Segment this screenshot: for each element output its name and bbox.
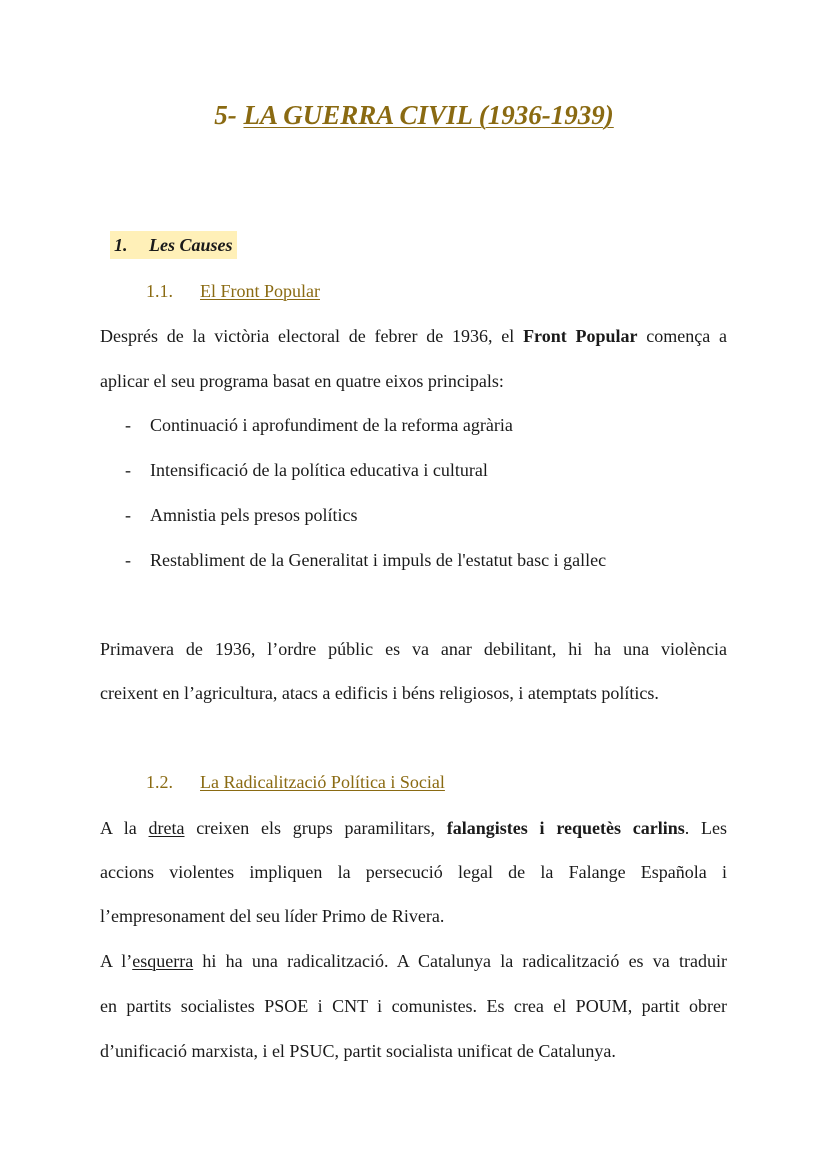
page-title	[0, 100, 828, 131]
list-item	[125, 413, 513, 437]
underlined-text-esquerra: esquerra	[132, 951, 194, 971]
list-item	[125, 548, 606, 572]
paragraph-line: en partits socialistes PSOE i CNT i comunistes. Es crea el POUM, partit obrer	[100, 996, 727, 1016]
text-run: hi ha una radicalització. A Catalunya la radicalització es va traduir	[193, 951, 727, 971]
text-run: A la	[100, 818, 149, 838]
list-item-text: Intensificació de la política educativa i cultural	[150, 460, 488, 480]
subsection-title: El Front Popular	[200, 281, 320, 301]
list-item-text: Amnistia pels presos polítics	[150, 505, 358, 525]
title-prefix: 5-	[214, 100, 244, 130]
paragraph-line: accions violentes impliquen la persecució legal de la Falange Española i	[100, 862, 727, 882]
title-main: LA GUERRA CIVIL (1936-1939)	[243, 100, 614, 130]
bullet-marker: -	[125, 460, 131, 480]
paragraph-line	[100, 949, 727, 973]
list-item-text: Continuació i aprofundiment de la reforma agrària	[150, 415, 513, 435]
subsection-heading-radicalitzacio	[146, 770, 445, 794]
text-run: comença a	[637, 326, 728, 346]
subsection-number: 1.1.	[146, 281, 173, 301]
text-run: Després de la victòria electoral de febrer de 1936, el	[100, 326, 524, 346]
underlined-text-dreta: dreta	[148, 818, 185, 838]
paragraph-line: Primavera de 1936, l’ordre públic es va anar debilitant, hi ha una violència	[100, 639, 727, 659]
paragraph-line: l’empresonament del seu líder Primo de Rivera.	[100, 906, 445, 926]
section-title: Les Causes	[149, 235, 233, 255]
text-run: creixen els grups paramilitars,	[184, 818, 447, 838]
bullet-marker: -	[125, 415, 131, 435]
paragraph-line	[100, 324, 727, 348]
bullet-marker: -	[125, 550, 131, 570]
list-item	[125, 458, 488, 482]
paragraph-line: aplicar el seu programa basat en quatre eixos principals:	[100, 371, 504, 391]
text-run: A l’	[100, 951, 133, 971]
subsection-title: La Radicalització Política i Social	[200, 772, 445, 792]
bullet-marker: -	[125, 505, 131, 525]
list-item	[125, 503, 357, 527]
paragraph-line: creixent en l’agricultura, atacs a edificis i béns religiosos, i atemptats polítics.	[100, 683, 659, 703]
subsection-heading-front-popular	[146, 279, 320, 303]
bold-text-falangistes: falangistes i requetès carlins	[446, 818, 685, 838]
text-run: . Les	[684, 818, 727, 838]
paragraph-line	[100, 816, 727, 840]
section-heading-causes	[110, 231, 237, 259]
bold-text-front-popular: Front Popular	[523, 326, 638, 346]
subsection-number: 1.2.	[146, 772, 173, 792]
paragraph-line: d’unificació marxista, i el PSUC, partit socialista unificat de Catalunya.	[100, 1041, 616, 1061]
list-item-text: Restabliment de la Generalitat i impuls de l'estatut basc i gallec	[150, 550, 607, 570]
section-number: 1.	[114, 235, 128, 255]
